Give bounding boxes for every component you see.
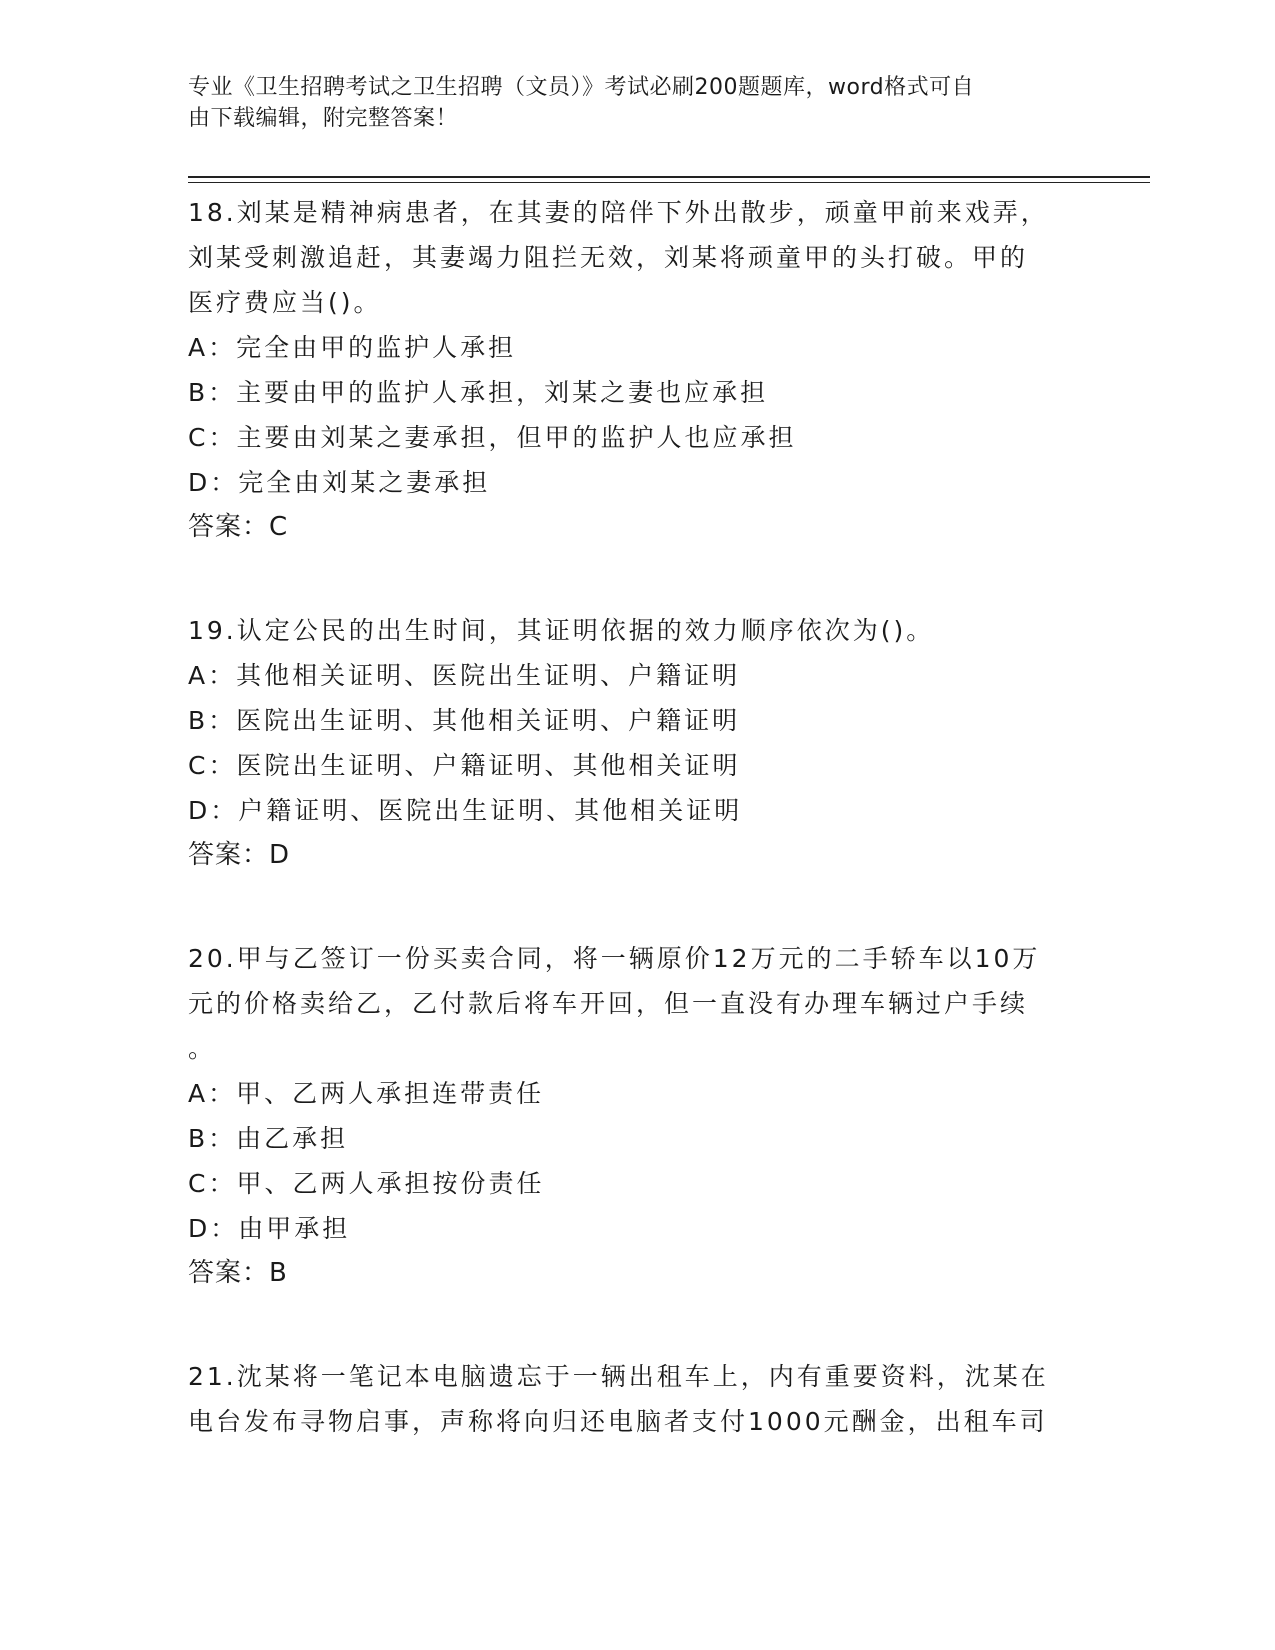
question-text: [188, 936, 1088, 1071]
option-d: D：由甲承担: [188, 1214, 351, 1243]
header-divider-thick: [188, 176, 1150, 178]
question-line: 电台发布寻物启事，声称将向归还电脑者支付1000元酬金，出租车司: [188, 1407, 1048, 1436]
question-line: 。: [188, 1034, 217, 1063]
question-21: [188, 1354, 1088, 1444]
question-line: 元的价格卖给乙，乙付款后将车开回，但一直没有办理车辆过户手续: [188, 989, 1029, 1018]
option-b: B：医院出生证明、其他相关证明、户籍证明: [188, 706, 741, 735]
question-text: [188, 1354, 1088, 1444]
header-line-1: 专业《卫生招聘考试之卫生招聘（文员）》考试必刷200题题库，word格式可自: [188, 75, 975, 100]
option-d: D：完全由刘某之妻承担: [188, 468, 491, 497]
question-line: 刘某受刺激追赶，其妻竭力阻拦无效，刘某将顽童甲的头打破。甲的: [188, 243, 1029, 272]
question-list: [188, 190, 1088, 1444]
question-line: 19.认定公民的出生时间，其证明依据的效力顺序依次为()。: [188, 616, 935, 645]
question-text: [188, 608, 1088, 653]
answer: 答案：C: [188, 512, 289, 542]
option-a: A：甲、乙两人承担连带责任: [188, 1079, 545, 1108]
option-a: A：完全由甲的监护人承担: [188, 333, 517, 362]
question-line: 20.甲与乙签订一份买卖合同，将一辆原价12万元的二手轿车以10万: [188, 944, 1041, 973]
question-20: [188, 936, 1088, 1296]
option-b: B：由乙承担: [188, 1124, 349, 1153]
option-c: C：甲、乙两人承担按份责任: [188, 1169, 545, 1198]
header-divider-thin: [188, 182, 1150, 183]
option-b: B：主要由甲的监护人承担，刘某之妻也应承担: [188, 378, 769, 407]
question-spacer: [188, 550, 1088, 608]
document-header: [188, 72, 1068, 134]
answer: 答案：D: [188, 840, 291, 870]
question-19: [188, 608, 1088, 878]
answer: 答案：B: [188, 1258, 288, 1288]
header-line-2: 由下载编辑，附完整答案！: [188, 106, 459, 131]
question-line: 18.刘某是精神病患者，在其妻的陪伴下外出散步，顽童甲前来戏弄，: [188, 198, 1049, 227]
question-18: [188, 190, 1088, 550]
question-line: 医疗费应当()。: [188, 288, 382, 317]
question-text: [188, 190, 1088, 325]
question-spacer: [188, 1296, 1088, 1354]
option-c: C：医院出生证明、户籍证明、其他相关证明: [188, 751, 741, 780]
option-c: C：主要由刘某之妻承担，但甲的监护人也应承担: [188, 423, 797, 452]
option-d: D：户籍证明、医院出生证明、其他相关证明: [188, 796, 743, 825]
question-line: 21.沈某将一笔记本电脑遗忘于一辆出租车上，内有重要资料，沈某在: [188, 1362, 1049, 1391]
option-a: A：其他相关证明、医院出生证明、户籍证明: [188, 661, 741, 690]
question-spacer: [188, 878, 1088, 936]
